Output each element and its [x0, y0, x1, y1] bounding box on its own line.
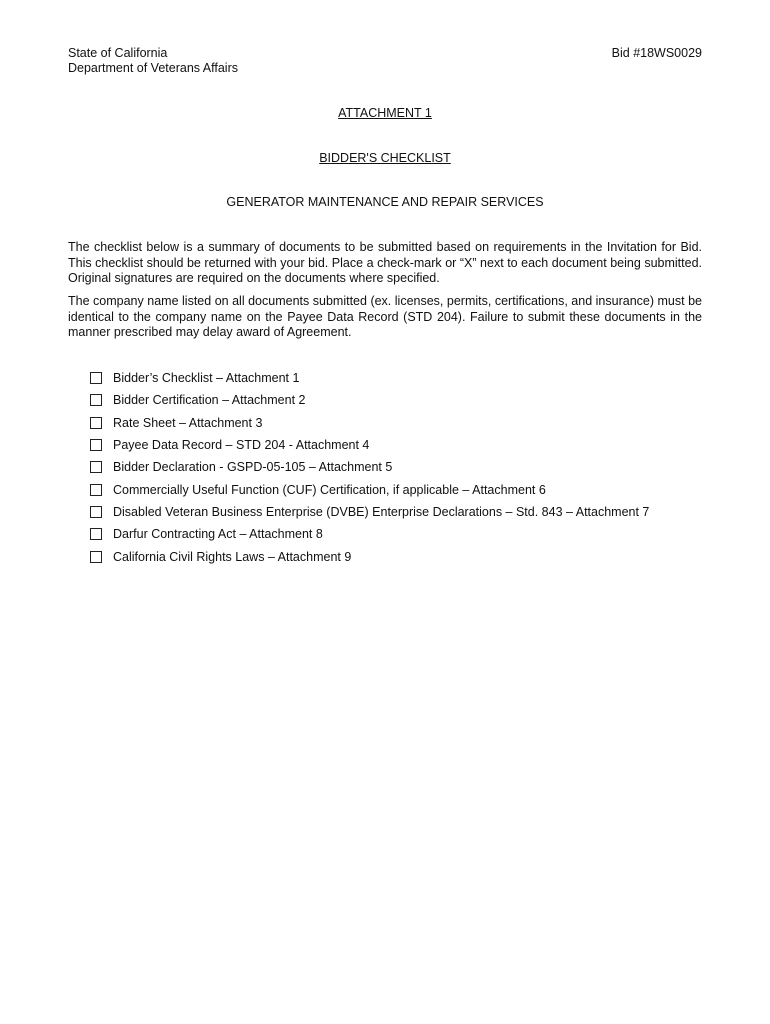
checklist-item-label: Commercially Useful Function (CUF) Certification, if applicable – Attachment 6 — [113, 482, 546, 497]
checklist-item — [90, 545, 730, 567]
checkbox[interactable] — [90, 506, 102, 518]
attachment-title-text: ATTACHMENT 1 — [338, 106, 432, 120]
checklist-item — [90, 523, 730, 545]
checkbox[interactable] — [90, 461, 102, 473]
company-name-paragraph: The company name listed on all documents submitted (ex. licenses, permits, certifications, and insurance) must be identical to the company name on the Payee Data Record (STD 204). Failure to submit these documents in the manner prescribed may delay award of Agreement. — [68, 294, 702, 339]
checklist-title — [0, 151, 770, 166]
checklist-title-text: BIDDER'S CHECKLIST — [319, 151, 451, 165]
checklist-item — [90, 478, 730, 500]
checkbox[interactable] — [90, 551, 102, 563]
instructions-paragraph: The checklist below is a summary of documents to be submitted based on requirements in the Invitation for Bid. This checklist should be returned with your bid. Place a check-mark or “X” next to each document being submitted. Original signatures are required on the documents where specified. — [68, 240, 702, 285]
checkbox[interactable] — [90, 484, 102, 496]
header-left — [68, 46, 238, 76]
checkbox[interactable] — [90, 528, 102, 540]
checklist-item-label: Darfur Contracting Act – Attachment 8 — [113, 527, 323, 542]
checklist-item-label: California Civil Rights Laws – Attachment 9 — [113, 549, 352, 564]
checkbox[interactable] — [90, 394, 102, 406]
checklist-item-label: Disabled Veteran Business Enterprise (DVBE) Enterprise Declarations – Std. 843 – Attachment 7 — [113, 504, 650, 519]
state-name: State of California — [68, 46, 168, 60]
attachment-title — [0, 106, 770, 121]
checklist-item-label: Rate Sheet – Attachment 3 — [113, 415, 263, 430]
checklist-item-label: Payee Data Record – STD 204 - Attachment 4 — [113, 438, 370, 453]
checklist-item — [90, 412, 730, 434]
checkbox[interactable] — [90, 439, 102, 451]
checklist-item — [90, 501, 730, 523]
checklist-item-label: Bidder Declaration - GSPD-05-105 – Attachment 5 — [113, 460, 393, 475]
checklist-item-label: Bidder Certification – Attachment 2 — [113, 393, 306, 408]
bid-number: Bid #18WS0029 — [611, 46, 702, 60]
department-name: Department of Veterans Affairs — [68, 61, 239, 75]
checkbox[interactable] — [90, 417, 102, 429]
checklist-item — [90, 434, 730, 456]
checklist-item — [90, 389, 730, 411]
checklist-item — [90, 456, 730, 478]
service-title: GENERATOR MAINTENANCE AND REPAIR SERVICES — [226, 195, 544, 209]
checklist-item-label: Bidder’s Checklist – Attachment 1 — [113, 371, 300, 386]
checkbox[interactable] — [90, 372, 102, 384]
checklist-item — [90, 367, 730, 389]
document-checklist — [90, 367, 730, 568]
